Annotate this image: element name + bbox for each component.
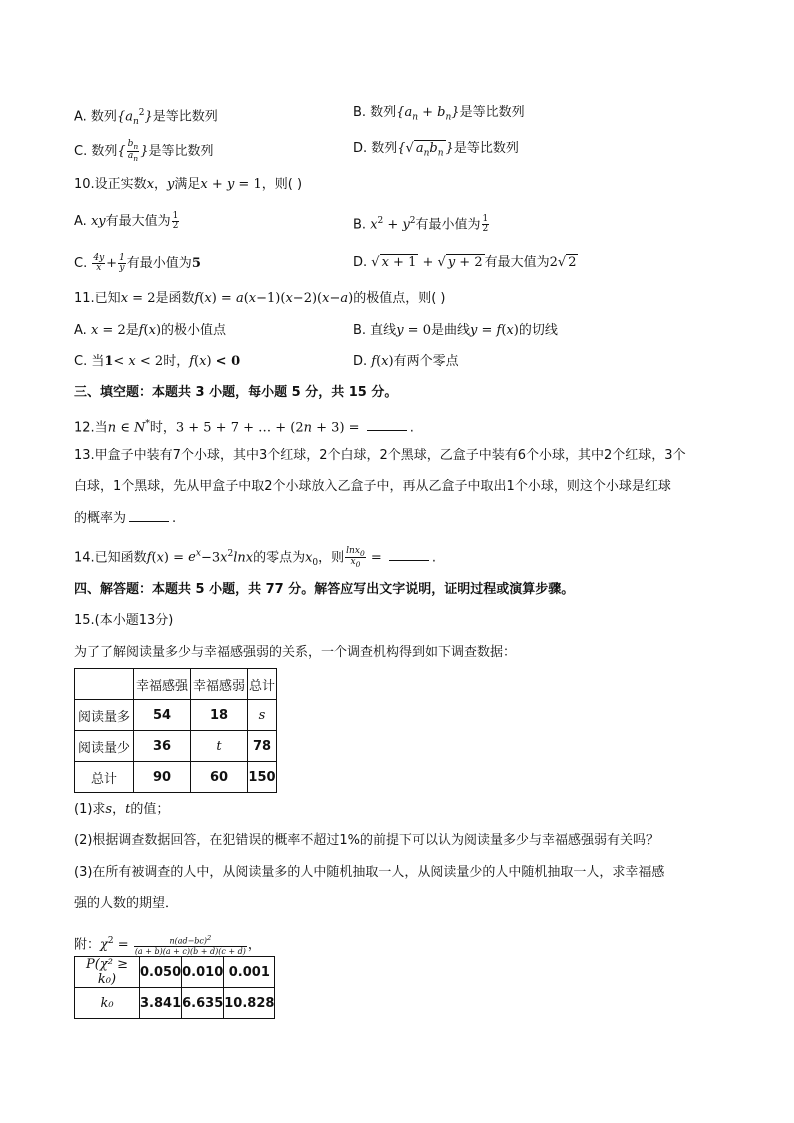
q14-answer-blank[interactable]	[389, 548, 429, 561]
q9-option-b: B. 数列$\{a_n + b_n\}$是等比数列	[353, 105, 525, 123]
q15-part-3-line-1: (3)在所有被调查的人中，从阅读量多的人中随机抽取一人，从阅读量少的人中随机抽取一人，求幸福感	[74, 865, 665, 880]
table-cell: t	[191, 731, 248, 762]
table-cell: 阅读量多	[75, 700, 134, 731]
q12-answer-blank[interactable]	[367, 418, 407, 431]
table-cell: P(χ² ≥ k₀)	[75, 957, 140, 988]
q15-intro: 为了了解阅读量多少与幸福感强弱的关系，一个调查机构得到如下调查数据：	[74, 645, 517, 660]
q10-option-c: C. $\frac{4y}{x}$ + $\frac{1}{y}$ 有最小值为5	[74, 253, 201, 273]
table-cell: 18	[191, 700, 248, 731]
table-cell: 阅读量少	[75, 731, 134, 762]
q13-line-2: 白球，1个黑球，先从甲盒子中取2个小球放入乙盒子中，再从乙盒子中取出1个小球，则这个小球是红球	[74, 479, 671, 494]
table-row	[75, 957, 275, 988]
table-row	[75, 700, 277, 731]
q10-stem: 10.设正实数x，y满足x + y = 1，则( )	[74, 177, 303, 192]
table-cell: 0.001	[224, 957, 275, 988]
q13-answer-blank[interactable]	[129, 509, 169, 522]
q15-part-1: (1)求s，t的值；	[74, 802, 170, 817]
table-header-cell	[75, 669, 134, 700]
table-cell: 10.828	[224, 988, 275, 1019]
table-header-cell: 总计	[248, 669, 277, 700]
table-row	[75, 669, 277, 700]
q9-option-d: D. 数列{√ $a_nb_n$ }是等比数列	[353, 141, 519, 159]
table-cell: 78	[248, 731, 277, 762]
q11-stem: 11.已知x = 2是函数f(x) = a(x−1)(x−2)(x−a)的极值点，则( )	[74, 291, 446, 306]
table-header-cell: 幸福感强	[134, 669, 191, 700]
table-cell: 54	[134, 700, 191, 731]
table-cell: s	[248, 700, 277, 731]
table-cell: 36	[134, 731, 191, 762]
table-cell: 3.841	[140, 988, 182, 1019]
table-cell: 0.010	[182, 957, 224, 988]
table-cell: 150	[248, 762, 277, 793]
q15-part-3-line-2: 强的人数的期望．	[74, 896, 179, 911]
q11-option-b: B. 直线y = 0是曲线y = f(x)的切线	[353, 323, 558, 338]
table-cell: 0.050	[140, 957, 182, 988]
table-row	[75, 762, 277, 793]
q10-option-d: D. √ x + 1 + √ y + 2 有最大值为2√ 2	[353, 255, 577, 270]
table-cell: 总计	[75, 762, 134, 793]
q11-option-c: C. 当1< x < 2时，f(x) < 0	[74, 354, 241, 369]
table-cell: 6.635	[182, 988, 224, 1019]
table-row	[75, 731, 277, 762]
survey-table	[74, 668, 277, 793]
q15-part-2: (2)根据调查数据回答，在犯错误的概率不超过1%的前提下可以认为阅读量多少与幸福感强弱有关吗？	[74, 833, 660, 848]
table-header-cell: 幸福感弱	[191, 669, 248, 700]
table-cell: 60	[191, 762, 248, 793]
section-3-heading: 三、填空题：本题共 3 小题，每小题 5 分，共 15 分。	[74, 385, 398, 400]
q13-line-1: 13.甲盒子中装有7个小球，其中3个红球，2个白球，2个黑球，乙盒子中装有6个小球，其中2个红球，3个	[74, 448, 686, 463]
q14: 14.已知函数$f(x) = e^x-3x^2\ln x$的零点为$x_0$，则 $\frac{\ln x_0}{x_0}$ = .	[74, 545, 437, 570]
q11-option-a: A. x = 2是f(x)的极小值点	[74, 323, 227, 338]
q11-option-d: D. f(x)有两个零点	[353, 354, 459, 369]
q9-option-c: C. 数列{ $\frac{b_n}{a_n}$ }是等比数列	[74, 139, 214, 163]
q10-option-a: A. xy有最大值为 $\frac{1}{2}$	[74, 211, 179, 231]
table-cell: k₀	[75, 988, 140, 1019]
q10-option-b: B. $x^2 + y^2$有最小值为 $\frac{1}{2}$	[353, 214, 489, 235]
q15-header: 15.(本小题13分)	[74, 613, 174, 628]
chi-square-table	[74, 956, 275, 1019]
q13-line-3: 的概率为 .	[74, 511, 177, 526]
q9-option-a: A. 数列$\{a_n^2\}$是等比数列	[74, 108, 218, 127]
q12: 12.当n ∈ N*时，3 + 5 + 7 + … + (2n + 3) = .	[74, 419, 414, 436]
q15-appendix: 附：$\chi^2$ = $\frac{n(ad-bc)^2}{(a + b)(a + c)(b + d)(c + d)}$ ，	[74, 934, 261, 956]
table-row	[75, 988, 275, 1019]
section-4-heading: 四、解答题：本题共 5 小题，共 77 分。解答应写出文字说明，证明过程或演算步骤。	[74, 582, 575, 597]
table-cell: 90	[134, 762, 191, 793]
